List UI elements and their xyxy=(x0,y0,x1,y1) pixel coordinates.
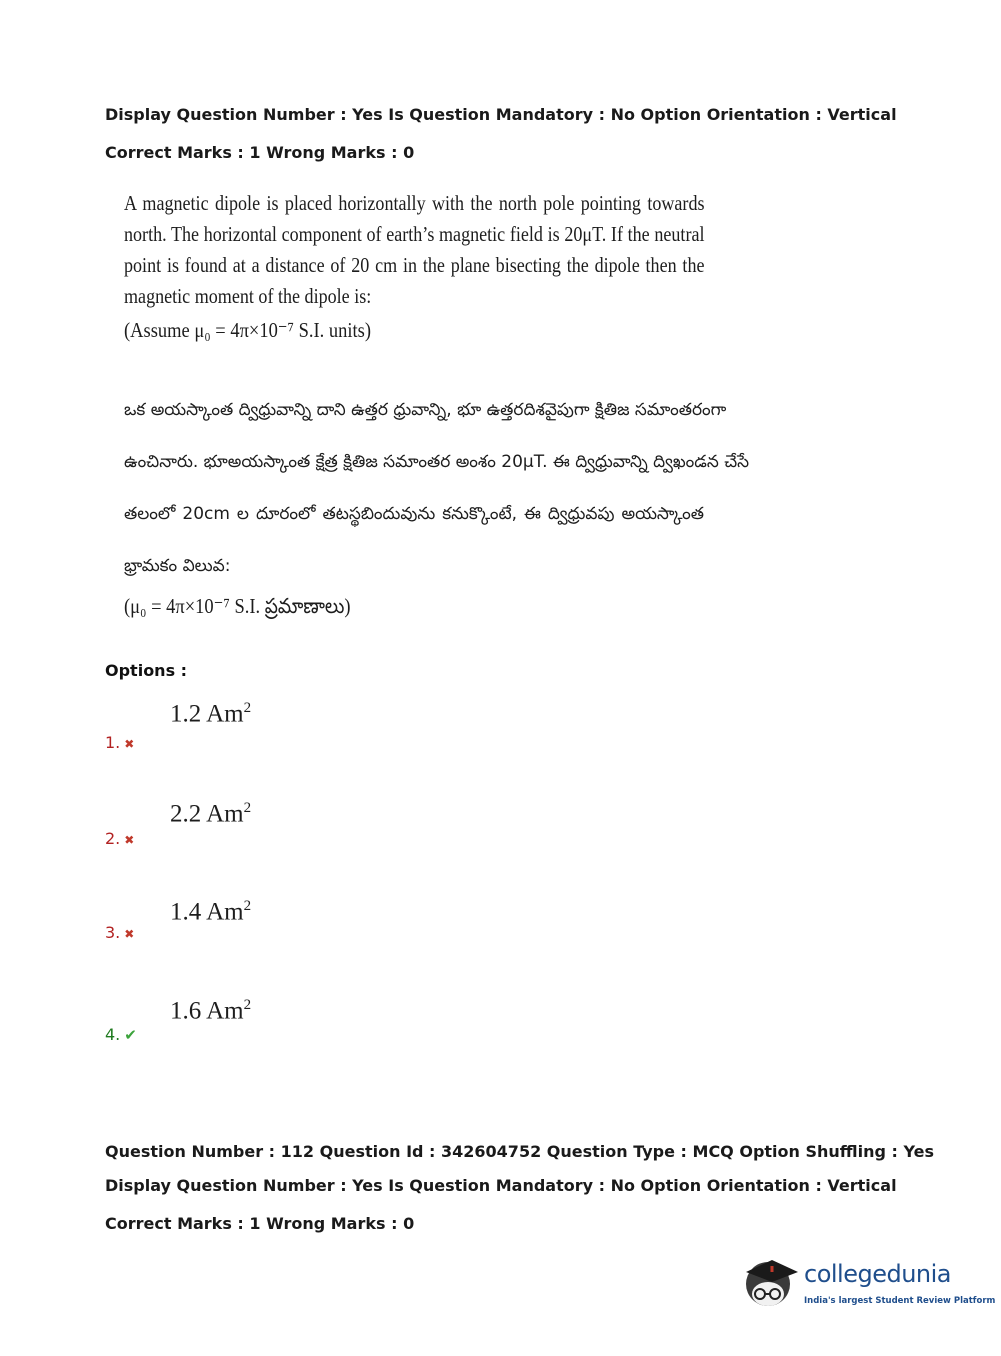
logo-tagline: India's largest Student Review Platform xyxy=(804,1296,996,1306)
option-4-value: 1.6 Am$^2$ xyxy=(170,997,252,1025)
telugu-formula: (μ₀ = 4π×10⁻⁷ S.I. ప్రమాణాలు) xyxy=(124,594,351,618)
option-1-value: 1.2 Am$^2$ xyxy=(170,700,252,728)
collegedunia-logo xyxy=(742,1250,996,1320)
option-2-number: 2. ✖ xyxy=(105,829,135,848)
question-meta-display: Display Question Number : Yes Is Question Mandatory : No Option Orientation : Vertical xyxy=(105,105,897,124)
logo-wordmark: collegedunia xyxy=(804,1260,952,1288)
question-assumption: (Assume μ₀ = 4π×10⁻⁷ S.I. units) xyxy=(124,318,372,342)
cross-icon: ✖ xyxy=(124,927,135,941)
telugu-line: భ్రామకం విలువ: xyxy=(124,556,231,576)
option-3-value: 1.4 Am$^2$ xyxy=(170,898,252,926)
next-question-meta-display: Display Question Number : Yes Is Question Mandatory : No Option Orientation : Vertical xyxy=(105,1176,897,1195)
cross-icon: ✖ xyxy=(124,737,135,751)
cross-icon: ✖ xyxy=(124,833,135,847)
telugu-line: తలంలో 20cm ల దూరంలో తటస్థబిందువును కనుక్కొంటే, ఈ ద్విధ్రువపు అయస్కాంత xyxy=(124,504,704,524)
question-text-english xyxy=(124,188,705,312)
next-question-meta-marks: Correct Marks : 1 Wrong Marks : 0 xyxy=(105,1214,415,1233)
option-4-number: 4. ✔ xyxy=(105,1025,137,1044)
telugu-line: ఒక అయస్కాంత ద్విధ్రువాన్ని దాని ఉత్తర ధ్రువాన్ని, భూ ఉత్తరదిశవైపుగా క్షితిజ సమాంతరంగా xyxy=(124,400,727,420)
option-2-value: 2.2 Am$^2$ xyxy=(170,800,252,828)
telugu-line: ఉంచినారు. భూఅయస్కాంత క్షేత్ర క్షితిజ సమాంతర అంశం 20μT. ఈ ద్విధ్రువాన్ని ద్విఖండన చేసే xyxy=(124,452,750,472)
question-text-telugu xyxy=(124,384,750,592)
mascot-icon xyxy=(742,1250,804,1320)
option-1-number: 1. ✖ xyxy=(105,733,135,752)
check-icon: ✔ xyxy=(124,1026,137,1044)
options-label: Options : xyxy=(105,661,188,680)
question-body: A magnetic dipole is placed horizontally with the north pole pointing towards north. The horizontal component of earth’s magnetic field is 20μT. If the neutral point is found at a distance of 20 cm in the plane bisecting the dipole then the magnetic moment of the dipole is: xyxy=(124,191,705,308)
option-3-number: 3. ✖ xyxy=(105,923,135,942)
next-question-meta-id: Question Number : 112 Question Id : 342604752 Question Type : MCQ Option Shuffling : Yes xyxy=(105,1142,935,1161)
question-meta-marks: Correct Marks : 1 Wrong Marks : 0 xyxy=(105,143,415,162)
